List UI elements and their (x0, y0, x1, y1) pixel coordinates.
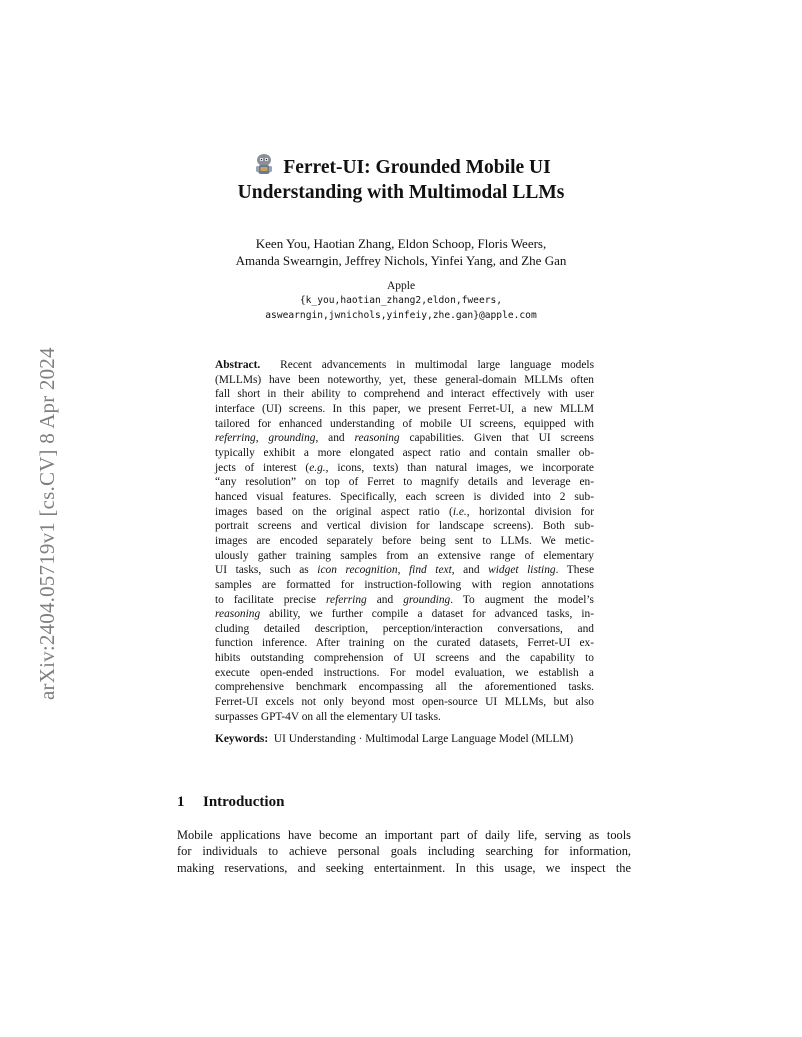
abstract-line: jects of interest (e.g., icons, texts) than natural images, we incorporate (215, 461, 594, 474)
abstract-line: reasoning ability, we further compile a dataset for advanced tasks, in- (215, 608, 594, 621)
title-line-1: Ferret-UI: Grounded Mobile UI (283, 157, 551, 178)
abstract-line: typically exhibit a more elongated aspect ratio and contain smaller ob- (215, 446, 594, 459)
authors-line-2: Amanda Swearngin, Jeffrey Nichols, Yinfei Yang, and Zhe Gan (235, 253, 567, 268)
abstract-line: fall short in their ability to comprehend and interact effectively with user (215, 388, 594, 401)
abstract-line: interface (UI) screens. In this paper, we present Ferret-UI, a new MLLM (215, 402, 594, 415)
abstract-line: execute open-ended instructions. For model evaluation, we establish a (215, 666, 594, 679)
ferret-logo-icon (251, 152, 277, 178)
keywords-label: Keywords: (215, 733, 269, 745)
intro-line: Mobile applications have become an important part of daily life, serving as tools (177, 828, 631, 842)
introduction-text (177, 827, 631, 876)
paper-title (0, 152, 802, 205)
abstract-line: Abstract. Recent advancements in multimodal large language models (215, 359, 595, 371)
keywords (215, 732, 635, 747)
abstract-line: samples are formatted for instruction-following with region annotations (215, 578, 594, 591)
abstract-line: comprehensive benchmark encompassing all the aforementioned tasks. (215, 681, 594, 694)
abstract (215, 358, 594, 724)
authors-line-1: Keen You, Haotian Zhang, Eldon Schoop, Floris Weers, (255, 236, 547, 251)
arxiv-stamp: arXiv:2404.05719v1 [cs.CV] 8 Apr 2024 (35, 347, 59, 700)
abstract-line: function inference. After training on the curated datasets, Ferret-UI ex- (215, 637, 594, 650)
abstract-line: referring, grounding, and reasoning capabilities. Given that UI screens (215, 432, 594, 445)
abstract-line: tailored for enhanced understanding of mobile UI screens, equipped with (215, 417, 594, 430)
keywords-text: UI Understanding · Multimodal Large Language Model (MLLM) (273, 733, 574, 745)
email-line-1: {k_you,haotian_zhang2,eldon,fweers, (299, 295, 503, 306)
abstract-line: ulously gather training samples from an extensive range of elementary (215, 549, 594, 562)
title-line-2: Understanding with Multimodal LLMs (237, 182, 565, 203)
section-heading (177, 794, 284, 811)
email-line-2: aswearngin,jwnichols,yinfeiy,zhe.gan}@apple.com (265, 309, 537, 321)
abstract-line: “any resolution” on top of Ferret to magnify details and leverage en- (215, 476, 594, 489)
affiliation (0, 279, 802, 324)
abstract-line: (MLLMs) have been noteworthy, yet, these general-domain MLLMs often (215, 373, 594, 386)
abstract-line: hanced visual features. Specifically, each screen is divided into 2 sub- (215, 490, 594, 503)
intro-line: for individuals to achieve personal goals including searching for information, (177, 844, 631, 859)
section-title: Introduction (203, 794, 285, 810)
abstract-line: to facilitate precise referring and grounding. To augment the model’s (215, 593, 594, 606)
intro-line: making reservations, and seeking entertainment. In this usage, we inspect the (177, 860, 631, 875)
abstract-line: portrait screens and vertical division for landscape screens). Both sub- (215, 520, 594, 533)
abstract-line: UI tasks, such as icon recognition, find text, and widget listing. These (215, 564, 594, 577)
abstract-line: surpasses GPT-4V on all the elementary UI tasks. (215, 710, 441, 723)
abstract-line: Ferret-UI excels not only beyond most open-source UI MLLMs, but also (215, 696, 594, 709)
affiliation-org: Apple (386, 280, 416, 292)
abstract-line: hibits outstanding comprehension of UI screens and the capability to (215, 652, 594, 665)
abstract-line: images are encoded separately before being sent to LLMs. We metic- (215, 534, 594, 547)
section-number: 1 (177, 794, 185, 810)
abstract-line: cluding detailed description, perception/interaction conversations, and (215, 622, 594, 635)
abstract-line: images based on the original aspect ratio (i.e., horizontal division for (215, 505, 594, 518)
abstract-label: Abstract. (215, 359, 261, 371)
author-list (0, 235, 802, 269)
